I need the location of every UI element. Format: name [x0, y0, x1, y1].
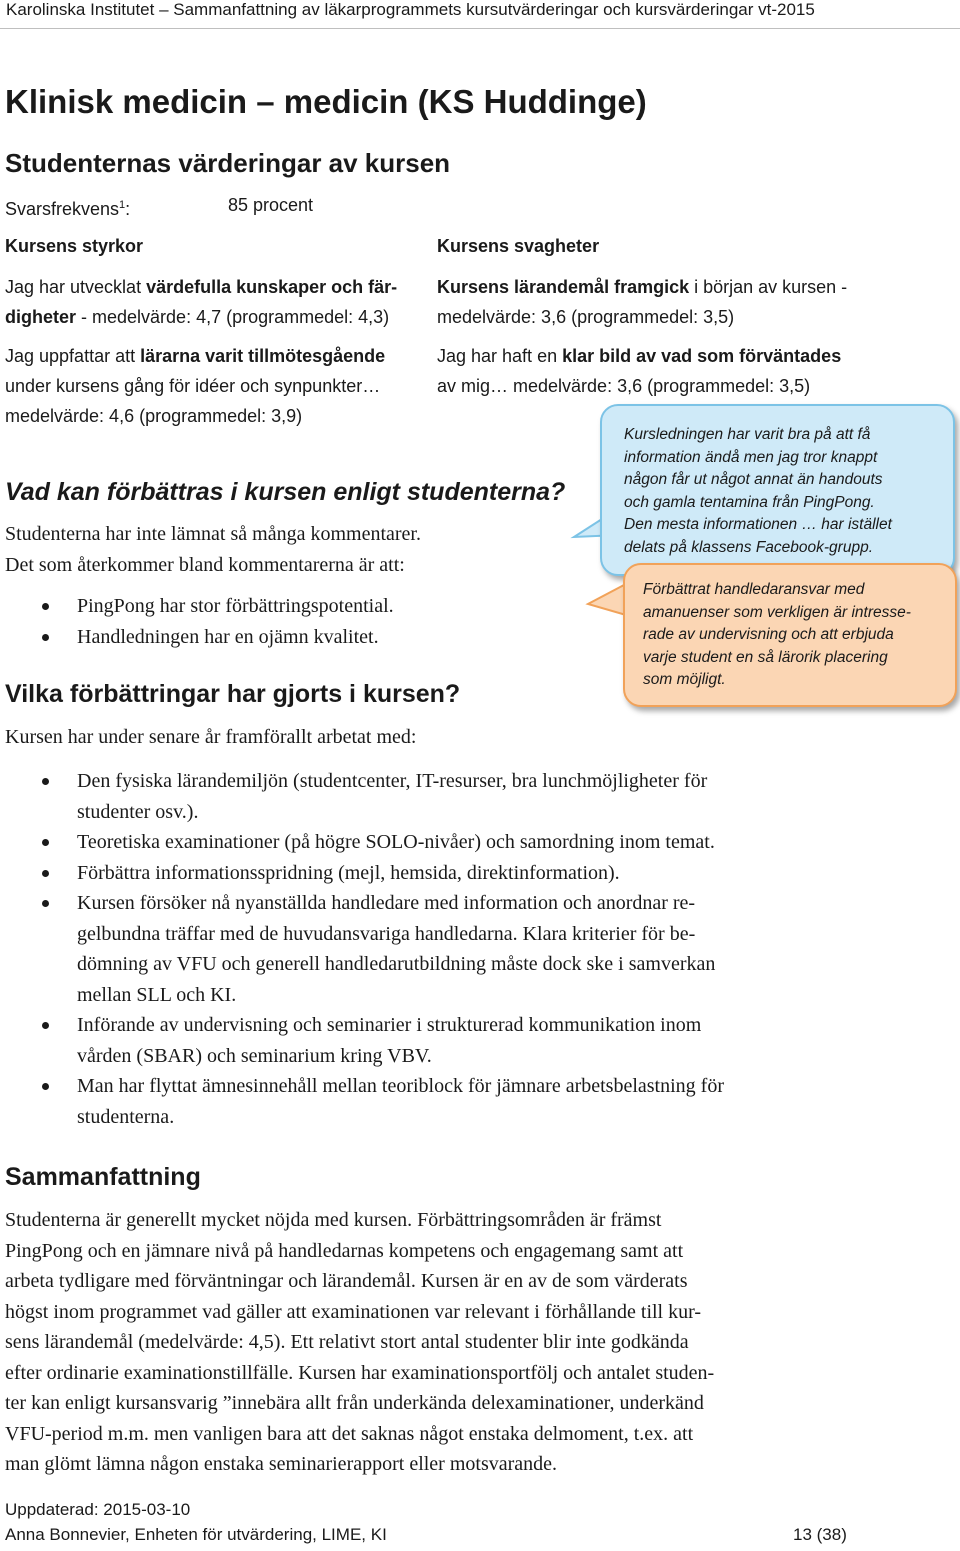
strength-item-1: Jag har utvecklat värdefulla kunskaper och fär- digheter - medelvärde: 4,7 (programmedel: 4,3): [5, 277, 398, 327]
footer-author: Anna Bonnevier, Enheten för utvärdering, LIME, KI: [5, 1525, 387, 1544]
list-item: Handledningen har en ojämn kvalitet.: [5, 622, 565, 653]
improve-heading: Vad kan förbättras i kursen enligt studenterna?: [5, 478, 566, 506]
list-item: Den fysiska lärandemiljön (studentcenter, IT-resurser, bra lunchmöjligheter för studenter osv.).: [5, 766, 935, 827]
weaknesses-heading: Kursens svagheter: [437, 236, 600, 256]
list-item: Förbättra informationsspridning (mejl, hemsida, direktinformation).: [5, 858, 935, 889]
summary-heading: Sammanfattning: [5, 1163, 201, 1191]
response-rate-label: Svarsfrekvens$^1$:: [5, 199, 131, 219]
done-intro: Kursen har under senare år framförallt arbetat med:: [5, 726, 417, 748]
header-divider: [0, 28, 960, 29]
running-header: Karolinska Institutet – Sammanfattning av läkarprogrammets kursutvärderingar och kursvärderingar vt-2015: [6, 0, 815, 19]
list-item: Man har flyttat ämnesinnehåll mellan teoriblock för jämnare arbetsbelastning för studenterna.: [5, 1071, 935, 1132]
updated-date: Uppdaterad: 2015-03-10: [5, 1500, 191, 1519]
list-item: Teoretiska examinationer (på högre SOLO-nivåer) och samordning inom temat.: [5, 827, 935, 858]
improve-list: [5, 591, 565, 652]
weakness-item-1: Kursens lärandemål framgick i början av kursen - medelvärde: 3,6 (programmedel: 3,5): [437, 277, 848, 327]
weakness-item-2: Jag har haft en klar bild av vad som förväntades av mig… medelvärde: 3,6 (programmedel: 3,5): [437, 346, 842, 396]
summary-text: Studenterna är generellt mycket nöjda med kursen. Förbättringsområden är främst PingPong och en jämnare nivå på handledarnas kompetens och engagemang samt att arbeta tydligare med förväntningar och lärandemål. Kursen är en av de som värderats högst inom programmet vad gäller att examinationen var relevant i förhållande till kur- sens lärandemål (medelvärde: 4,5). Ett relativt stort antal studenter blir inte godkända efter ordinarie examinationstillfälle. Kursen har examinationsportfölj och antalet studen- ter kan enligt kursansvarig ”innebära allt från underkända delexaminationer, underkänd VFU-period m.m. men vanligen bara att det saknas något enstaka delmoment, t.ex. att man glömt lämna någon enstaka seminarierapport eller motsvarande.: [5, 1209, 715, 1475]
page-title: Klinisk medicin – medicin (KS Huddinge): [5, 83, 647, 120]
student-quote-bubble-orange: Förbättrat handledaransvar med amanuenser som verkligen är intresse- rade av undervisning och att erbjuda varje student en så lärorik placering som möjligt.: [623, 563, 957, 707]
done-list: [5, 766, 935, 1132]
strength-item-2: Jag uppfattar att lärarna varit tillmötesgående under kursens gång för idéer och synpunkter… medelvärde: 4,6 (programmedel: 3,9): [5, 346, 386, 426]
done-heading: Vilka förbättringar har gjorts i kursen?: [5, 680, 461, 708]
student-quote-bubble-blue: Kursledningen har varit bra på att få information ändå men jag tror knappt någon får ut något annat än handouts och gamla tentamina från PingPong. Den mesta informationen … har istället delats på klassens Facebook-grupp.: [600, 404, 955, 576]
improve-intro: Studenterna har inte lämnat så många kommentarer. Det som återkommer bland kommentarerna är att:: [5, 523, 421, 576]
strengths-heading: Kursens styrkor: [5, 236, 144, 256]
page-number: 13 (38): [793, 1525, 847, 1544]
list-item: Införande av undervisning och seminarier i strukturerad kommunikation inom vården (SBAR) och seminarium kring VBV.: [5, 1010, 935, 1071]
response-rate-value: 85 procent: [228, 195, 314, 215]
orange-bubble-pointer: [588, 585, 626, 615]
list-item: PingPong har stor förbättringspotential.: [5, 591, 565, 622]
list-item: Kursen försöker nå nyanställda handledare med information och anordnar re- gelbundna träffar med de huvudansvariga handledarna. Klara kriterier för be- dömning av VFU och generell handledarutbildning måste dock ske i samverkan mellan SLL och KI.: [5, 888, 935, 1010]
section-title: Studenternas värderingar av kursen: [5, 148, 451, 178]
